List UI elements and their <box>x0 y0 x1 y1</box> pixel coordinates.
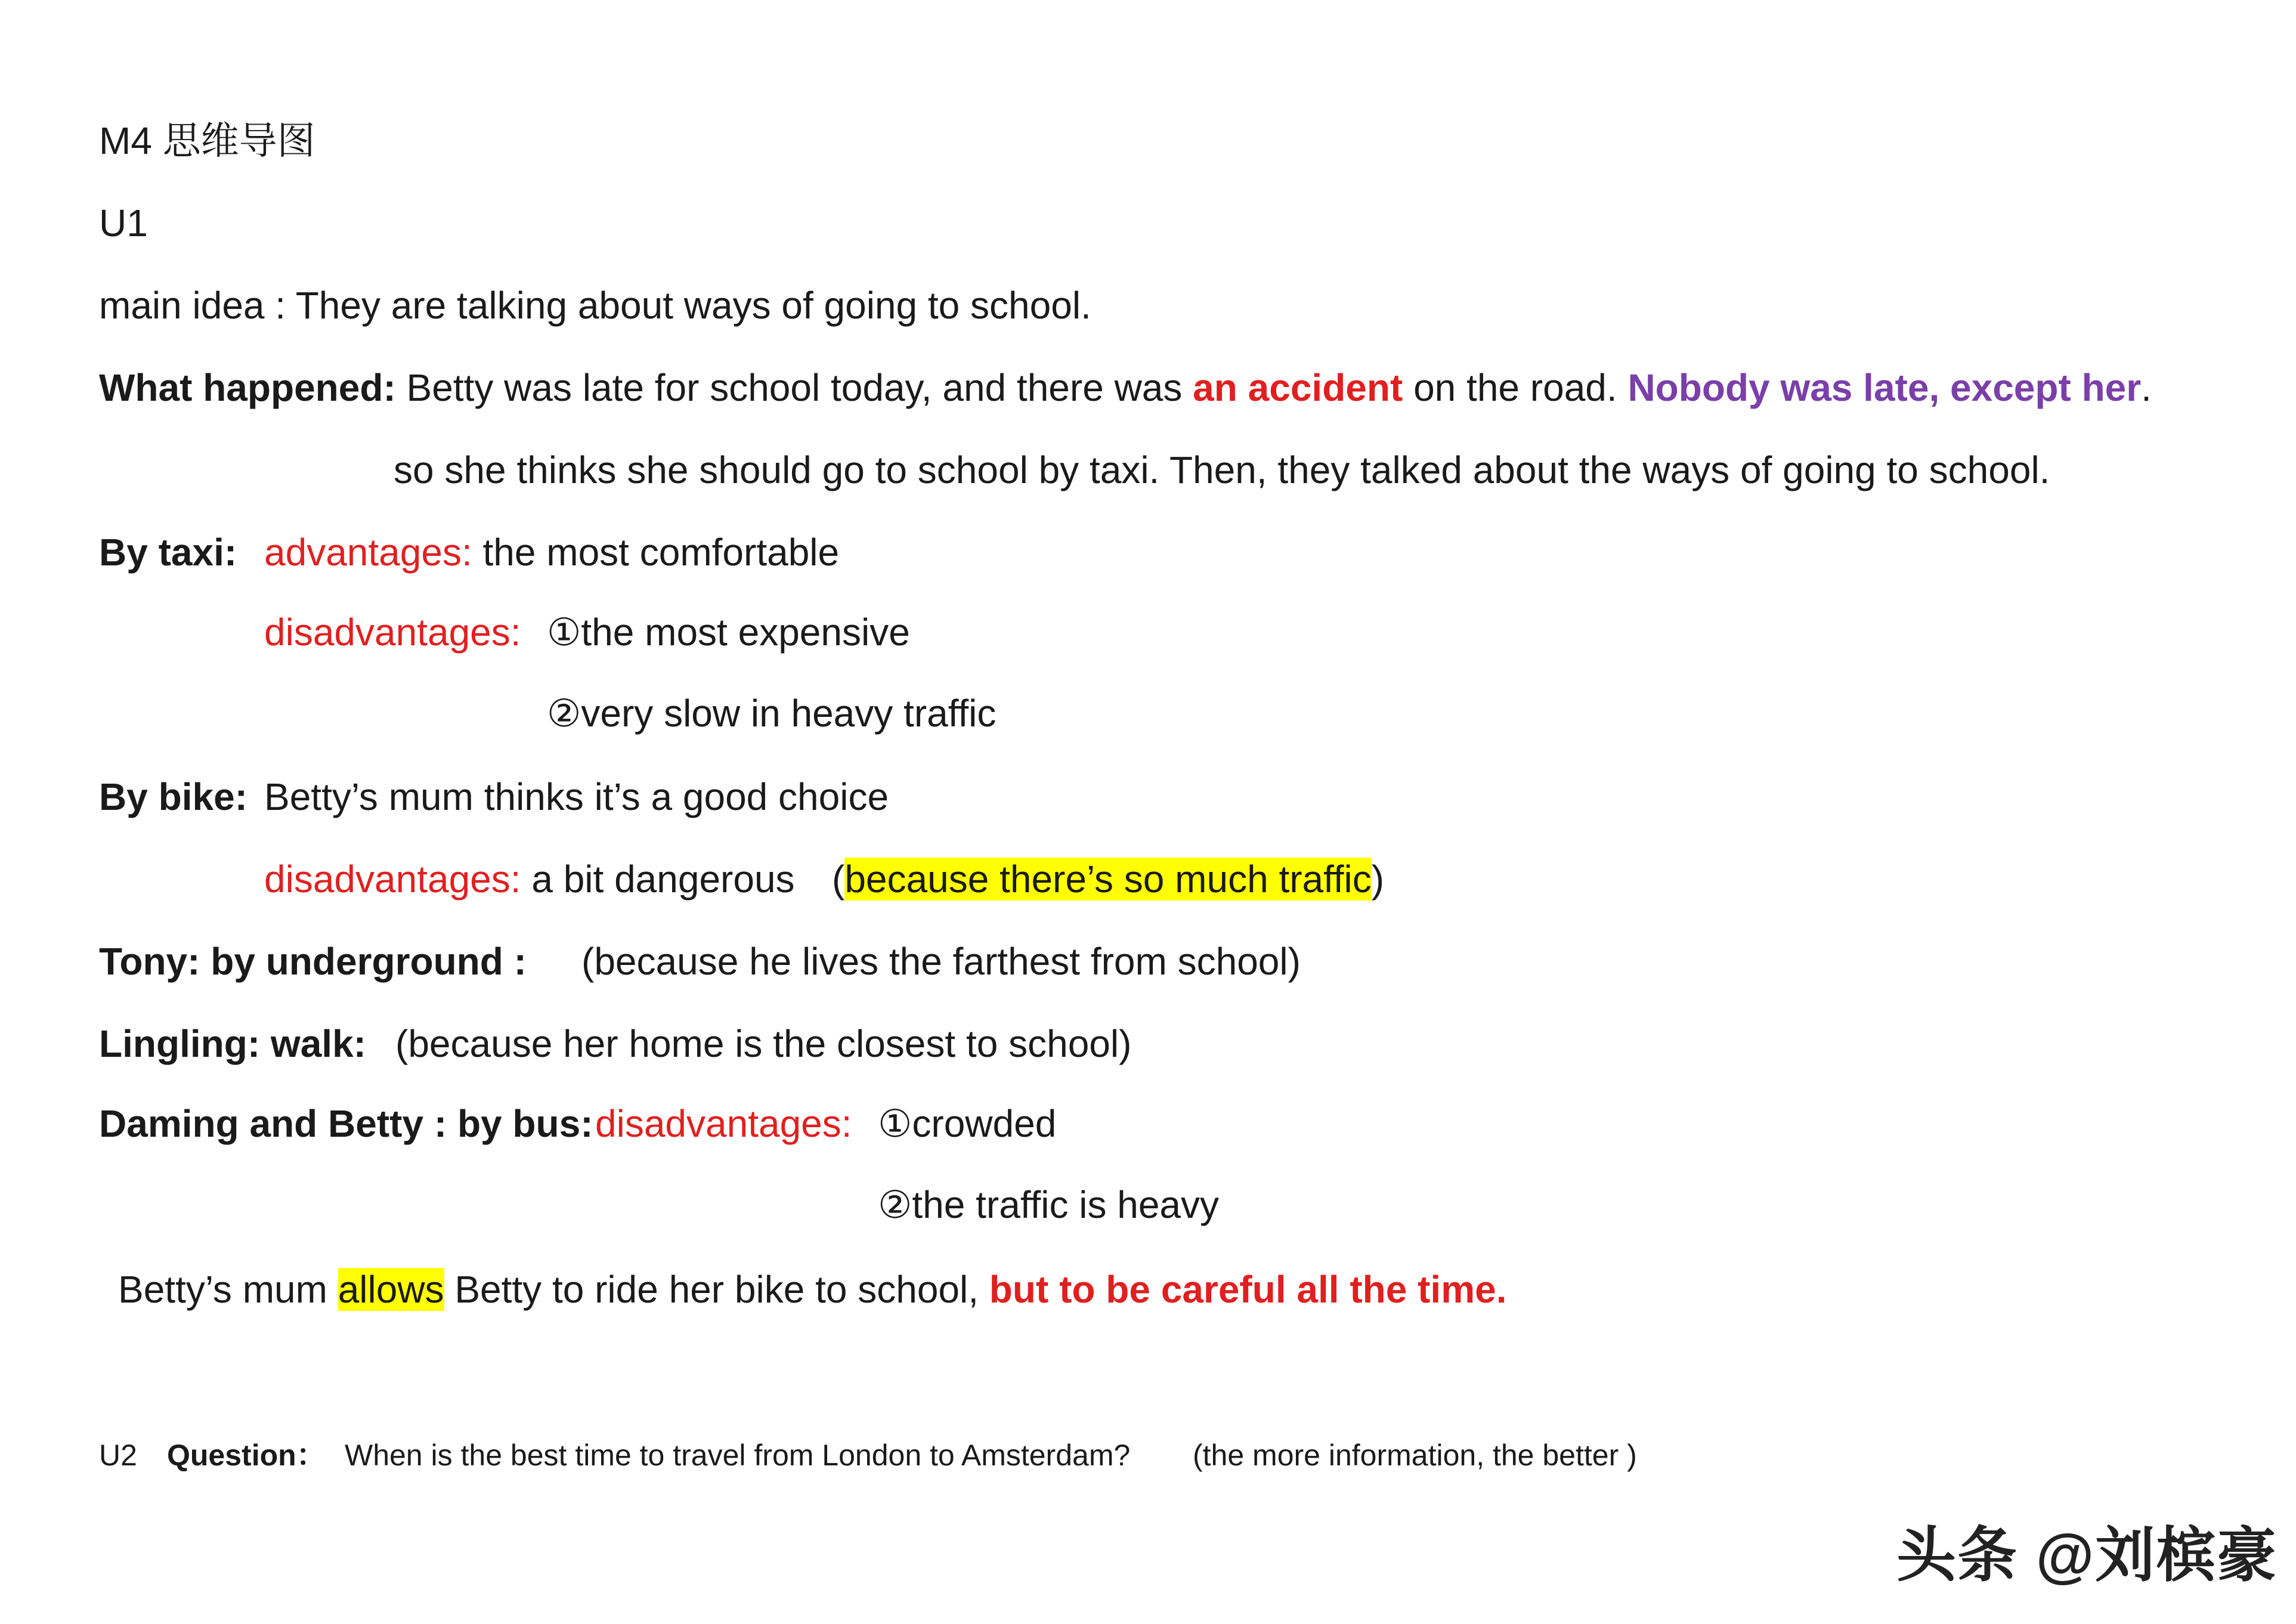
taxi-dis2 <box>547 689 996 737</box>
circled-one-icon: ① <box>547 611 581 654</box>
watermark: 头条 @刘槟豪 <box>1896 1522 2278 1589</box>
bus-label: Daming and Betty : by bus: <box>99 1102 593 1145</box>
bus-dis2 <box>878 1181 1219 1229</box>
careful-text: but to be careful all the time. <box>989 1268 1507 1311</box>
unit2-note: (the more information, the better ) <box>1193 1439 1637 1472</box>
tony-line <box>99 938 527 985</box>
page-title: M4 思维导图 <box>99 119 315 162</box>
lingling-label: Lingling: walk: <box>99 1022 366 1065</box>
bus-dis1 <box>878 1100 1056 1147</box>
what-happened-text1: Betty was late for school today, and there was <box>395 366 1193 409</box>
unit2-label: U2 <box>99 1439 137 1472</box>
lingling-line <box>99 1020 366 1068</box>
bike-reason-text: because there’s so much traffic <box>844 858 1372 901</box>
allows-line <box>118 1266 1506 1313</box>
taxi-advantages <box>99 528 237 576</box>
bus-line <box>99 1100 593 1147</box>
accident-text: an accident <box>1193 366 1403 409</box>
bike-text: Betty’s mum thinks it’s a good choice <box>264 775 889 818</box>
main-idea-text: They are talking about ways of going to school. <box>286 284 1091 327</box>
lingling-text: (because her home is the closest to school) <box>395 1022 1132 1065</box>
circled-two-icon: ② <box>547 692 581 735</box>
what-happened-line2: so she thinks she should go to school by taxi. Then, they talked about the ways of going to school. <box>394 448 2050 491</box>
bike-dis-label: disadvantages: <box>264 858 521 901</box>
circled-one-icon: ① <box>878 1102 912 1145</box>
what-happened-line1 <box>99 364 2152 412</box>
what-happened-label: What happened: <box>99 366 396 409</box>
tony-label: Tony: by underground : <box>99 940 527 983</box>
bike-disadvantages <box>264 855 795 903</box>
bus-dis-label-line <box>595 1100 852 1147</box>
taxi-dis-label: disadvantages: <box>264 611 521 654</box>
bike-reason <box>832 855 1384 903</box>
circled-two-icon: ② <box>878 1183 912 1226</box>
bus-dis-label: disadvantages: <box>595 1102 852 1145</box>
bike-dis-text: a bit dangerous <box>521 858 795 901</box>
main-idea-label: main idea : <box>99 284 286 327</box>
bus-dis1-text: crowded <box>912 1102 1057 1145</box>
unit1-label: U1 <box>99 202 148 245</box>
taxi-adv-label: advantages: <box>264 531 472 574</box>
taxi-disadvantages-label <box>264 608 521 656</box>
taxi-dis1-text: the most expensive <box>581 611 910 654</box>
bike-label-line <box>99 773 247 821</box>
taxi-dis2-text: very slow in heavy traffic <box>581 692 997 735</box>
taxi-adv-text: the most comfortable <box>472 531 840 574</box>
nobody-late-text: Nobody was late, except her <box>1627 366 2142 409</box>
unit2-question: When is the best time to travel from London to Amsterdam? <box>345 1439 1131 1472</box>
bike-paren-open: ( <box>832 858 845 901</box>
allows-text1: Betty’s mum <box>118 1268 338 1311</box>
unit2-question-label: Question： <box>167 1439 326 1472</box>
bike-label: By bike: <box>99 775 247 818</box>
taxi-advantages-text <box>264 528 839 576</box>
allows-text2: Betty to ride her bike to school, <box>444 1268 989 1311</box>
bike-paren-close: ) <box>1371 858 1385 901</box>
taxi-label: By taxi: <box>99 531 237 574</box>
bus-dis2-text: the traffic is heavy <box>912 1183 1219 1226</box>
main-idea <box>99 282 1091 329</box>
allows-word: allows <box>338 1268 444 1311</box>
taxi-dis1 <box>547 608 910 656</box>
tony-text: (because he lives the farthest from school) <box>581 940 1301 983</box>
what-happened-text3: . <box>2141 366 2152 409</box>
what-happened-text2: on the road. <box>1403 366 1628 409</box>
